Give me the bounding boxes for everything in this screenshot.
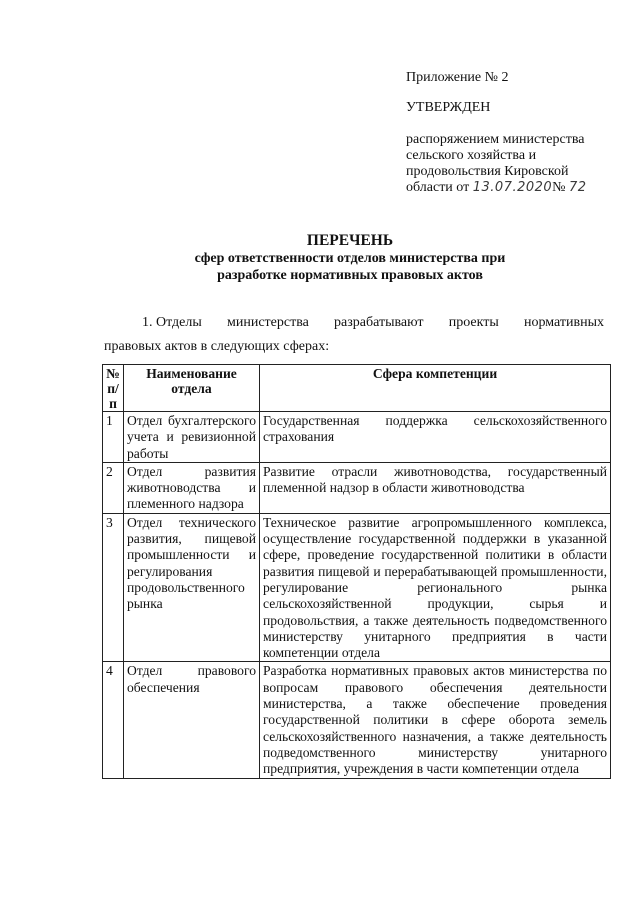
intro-word: проекты (448, 315, 499, 330)
approval-date-prefix: области от (406, 180, 473, 195)
approval-line-4 (406, 180, 616, 196)
handwritten-number: 72 (569, 180, 587, 195)
approval-line-2: сельского хозяйства и (406, 148, 537, 163)
row-department: Отдел технического развития, пищевой промышленности и регулирования продовольственного рынка (124, 513, 260, 662)
row-num: 4 (103, 662, 124, 778)
table-row (103, 412, 611, 463)
intro-line-2: правовых актов в следующих сферах: (104, 339, 330, 354)
header-name: Наименование отдела (124, 365, 260, 412)
header-scope: Сфера компетенции (260, 365, 611, 412)
approval-line-1: распоряжением министерства (406, 132, 585, 147)
table-row (103, 513, 611, 662)
intro-word: разрабатывают (334, 315, 424, 330)
row-department: Отдел бухгалтерского учета и ревизионной работы (124, 412, 260, 463)
intro-paragraph (104, 312, 604, 358)
row-scope: Развитие отрасли животноводства, государственный племенной надзор в области животноводства (260, 462, 611, 513)
document-heading (100, 232, 600, 284)
row-num: 2 (103, 462, 124, 513)
table-header-row (103, 365, 611, 412)
row-num: 3 (103, 513, 124, 662)
approval-block (406, 70, 616, 196)
document-subtitle-line-1: сфер ответственности отделов министерства при (194, 251, 506, 266)
row-scope: Разработка нормативных правовых актов министерства по вопросам правового обеспечения деятельности министерства, а также обеспечение проведения государственной политики в сфере оборота земель сельскохозяйственного назначения, а также деятельность подведомственного министерству унитарного предприятия, учреждения в части компетенции отдела (260, 662, 611, 778)
table-row (103, 662, 611, 778)
row-department: Отдел правового обеспечения (124, 662, 260, 778)
header-num: № п/п (103, 365, 124, 412)
approval-line-3: продовольствия Кировской (406, 164, 569, 179)
document-subtitle-line-2: разработке нормативных правовых актов (217, 268, 483, 283)
row-department: Отдел развития животноводства и племенного надзора (124, 462, 260, 513)
approved-label: УТВЕРЖДЕН (406, 100, 491, 115)
table-row (103, 462, 611, 513)
number-sign: № (552, 180, 570, 195)
document-title: ПЕРЕЧЕНЬ (306, 232, 394, 249)
intro-word: министерства (226, 315, 309, 330)
appendix-label: Приложение № 2 (406, 70, 509, 85)
competence-table (102, 364, 611, 779)
intro-line-1 (104, 312, 604, 334)
intro-word: 1. Отделы (142, 315, 202, 330)
row-scope: Государственная поддержка сельскохозяйственного страхования (260, 412, 611, 463)
handwritten-date: 13.07.2020 (472, 180, 553, 195)
row-scope: Техническое развитие агропромышленного комплекса, осуществление государственной поддержки в указанной сфере, проведение государственной политики в области развития пищевой и перерабатывающей промышленности, регулирование регионального рынка сельскохозяйственной продукции, сырья и продовольствия, а также деятельность подведомственного министерству унитарного предприятия в части компетенции отдела (260, 513, 611, 662)
intro-word: нормативных (523, 315, 604, 330)
row-num: 1 (103, 412, 124, 463)
